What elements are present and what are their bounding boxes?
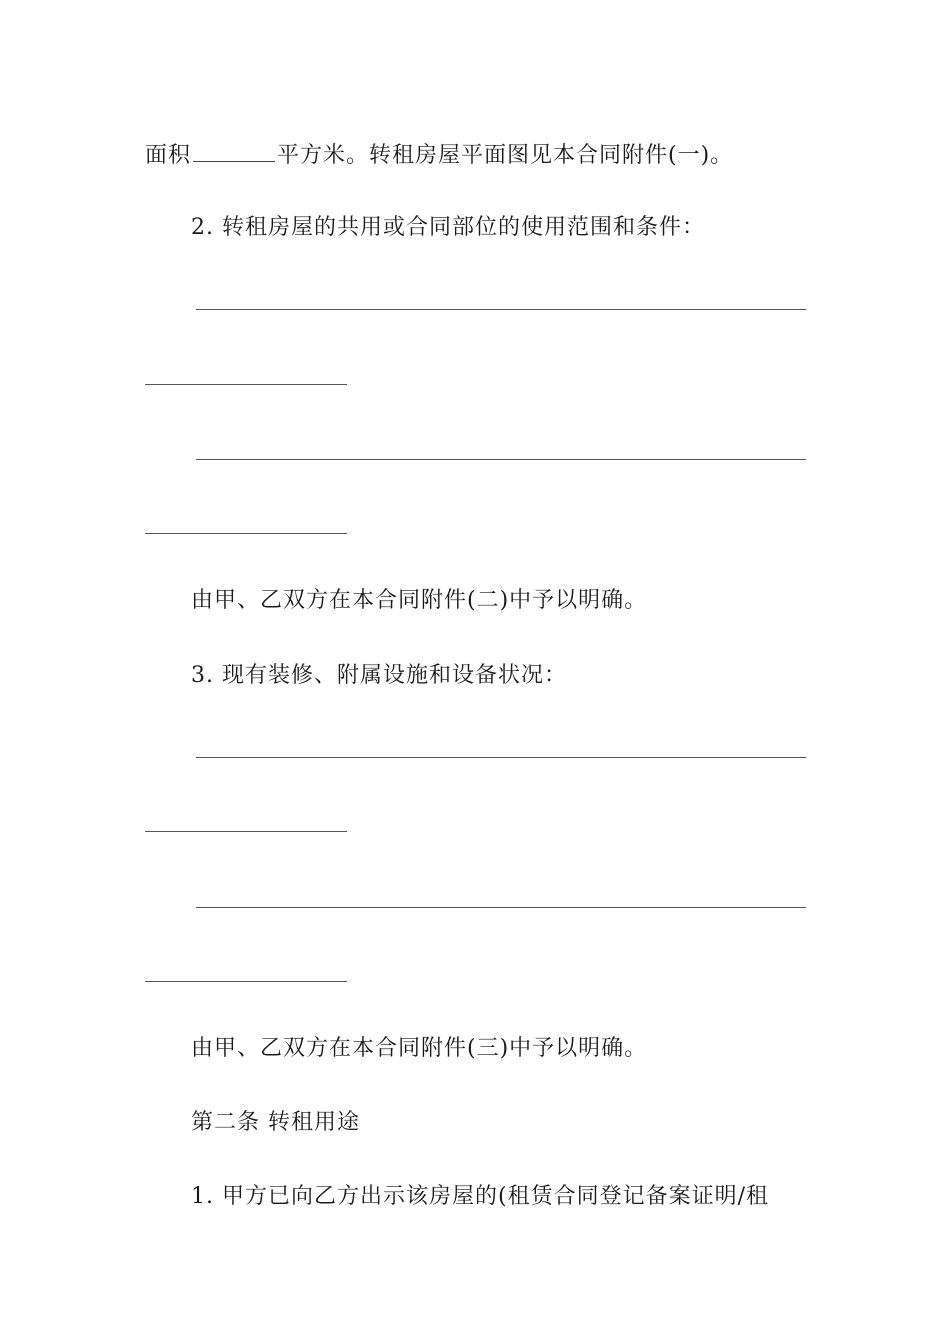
item-3-heading: 3. 现有装修、附属设施和设备状况： (191, 663, 567, 688)
area-blank (193, 139, 275, 162)
fill-in-line (145, 533, 347, 534)
area-suffix: 平方米。转租房屋平面图见本合同附件(一)。 (277, 143, 734, 168)
article-2-title: 第二条 转租用途 (191, 1110, 360, 1135)
confirm-attachment-3: 由甲、乙双方在本合同附件(三)中予以明确。 (191, 1036, 648, 1061)
fill-in-line (196, 907, 806, 908)
fill-in-line (196, 309, 806, 310)
area-prefix: 面积 (145, 143, 192, 168)
fill-in-line (145, 384, 347, 385)
fill-in-line (196, 757, 806, 758)
fill-in-line (145, 981, 347, 982)
confirm-attachment-2: 由甲、乙双方在本合同附件(二)中予以明确。 (191, 588, 648, 613)
article-2-item-1: 1. 甲方已向乙方出示该房屋的(租赁合同登记备案证明/租 (191, 1184, 769, 1209)
fill-in-line (196, 459, 806, 460)
area-line (145, 139, 733, 171)
fill-in-line (145, 831, 347, 832)
item-2-heading: 2. 转租房屋的共用或合同部位的使用范围和条件： (191, 215, 705, 240)
